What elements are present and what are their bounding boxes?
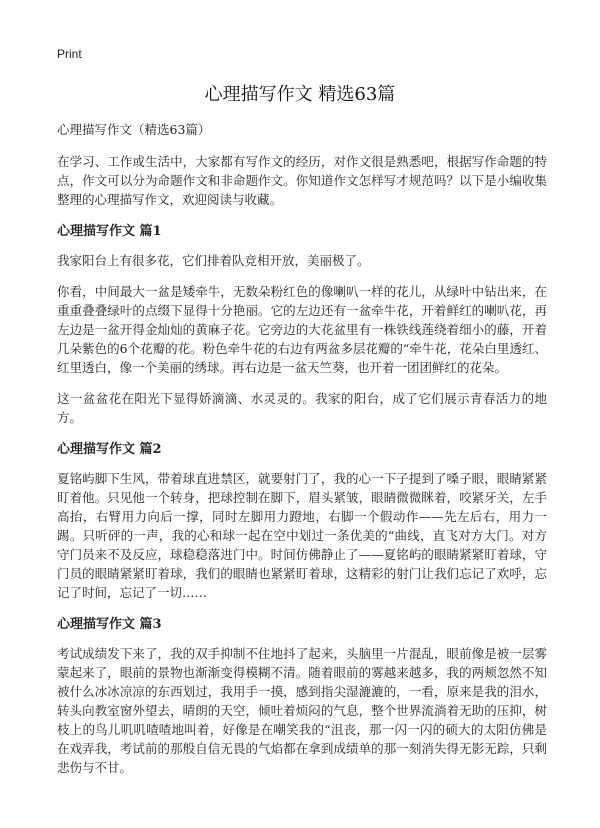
print-link[interactable]: Print xyxy=(57,47,82,61)
section-1-paragraph-3: 这一盆盆花在阳光下显得娇滴滴、水灵灵的。我家的阳台，成了它们展示青春活力的地方。 xyxy=(57,391,547,425)
section-1-paragraph-2: 你看，中间最大一盆是矮牵牛，无数朵粉红色的像喇叭一样的花儿，从绿叶中钻出来，在重重叠叠绿叶的点缀下显得十分艳丽。它的左边还有一盆牵牛花，开着鲜红的喇叭花，再左边是一盆开得金灿灿的黄麻子花。它旁边的大花盆里有一株铁线莲绕着细小的藤，开着几朵紫色的6个花瓣的花。粉色牵牛花的右边有两盆多层花瓣的“牵牛花，花朵白里透红、红里透白，像一个美丽的绣球。再右边是一盆天竺葵，也开着一团团鲜红的花朵。 xyxy=(57,284,547,375)
section-2-paragraph-1: 夏铭屿脚下生风，带着球直进禁区，就要射门了，我的心一下子提到了嗓子眼，眼睛紧紧盯着他。只见他一个转身，把球控制在脚下，眉头紧皱，眼睛微微眯着，咬紧牙关，左手高抬，右臂用力向后一撑，同时左脚用力蹬地，右脚一个假动作——先左后右，用力一踢。只听砰的一声，我的心和球一起在空中划过一条优美的“曲线，直飞对方大门。对方守门员来不及反应，球稳稳落进门中。时间仿佛静止了——夏铭屿的眼睛紧紧盯着球，守门员的眼睛紧紧盯着球，我们的眼睛也紧紧盯着球，这精彩的射门让我们忘记了欢呼，忘记了时间，忘记了一切…… xyxy=(57,471,547,600)
section-heading-2: 心理描写作文 篇2 xyxy=(57,442,162,457)
article-body xyxy=(57,120,547,789)
page-title: 心理描写作文 精选63篇 xyxy=(204,84,396,105)
section-3-paragraph-1: 考试成绩发下来了，我的双手抑制不住地抖了起来，头脑里一片混乱，眼前像是被一层雾蒙起来了，眼前的景物也渐渐变得模糊不清。随着眼前的雾越来越多，我的两颊忽然不知被什么冰冰凉凉的东西划过，我用手一摸，感到指尖湿漉漉的，一看，原来是我的泪水，转头向教室窗外望去，晴朗的天空，倾吐着烦闷的气息，整个世界流淌着无助的压抑，树枝上的鸟儿叽叽喳喳地叫着，好像是在嘲笑我的“沮丧，那一闪一闪的硕大的太阳仿佛是在戏弄我，考试前的那般自信无畏的气焰都在拿到成绩单的那一刻消失得无影无踪，只剩悲伤与不甘。 xyxy=(57,646,547,775)
article-subtitle: 心理描写作文（精选63篇） xyxy=(57,122,211,137)
section-heading-1: 心理描写作文 篇1 xyxy=(57,224,162,239)
intro-paragraph: 在学习、工作或生活中，大家都有写作文的经历，对作文很是熟悉吧，根据写作命题的特点，作文可以分为命题作文和非命题作文。你知道作文怎样写才规范吗？以下是小编收集整理的心理描写作文，欢迎阅读与收藏。 xyxy=(57,154,547,207)
section-1-paragraph-1: 我家阳台上有很多花，它们排着队竞相开放，美丽极了。 xyxy=(57,253,370,268)
section-heading-3: 心理描写作文 篇3 xyxy=(57,617,162,632)
